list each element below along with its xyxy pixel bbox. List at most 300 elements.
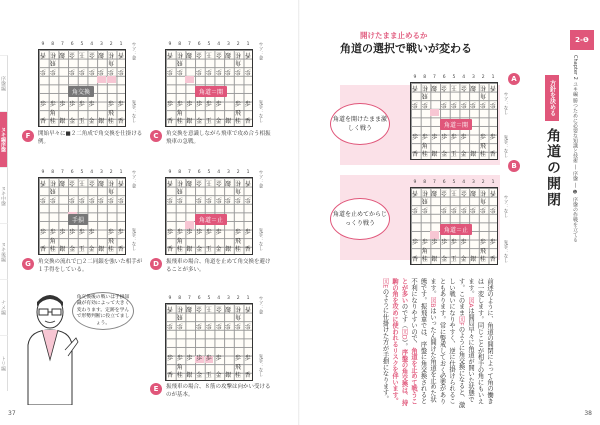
piece: 桂 — [421, 83, 428, 91]
piece: 歩 — [167, 195, 174, 203]
hand-label: 先手：なし — [503, 135, 508, 158]
piece: 飛 — [234, 237, 241, 245]
body-span: 図A — [467, 296, 474, 308]
piece: 歩 — [49, 195, 56, 203]
col-number: 7 — [432, 75, 436, 80]
piece: 王 — [450, 188, 457, 196]
shogi-board — [410, 75, 498, 161]
piece: 王 — [450, 83, 457, 91]
diagram-letter: G — [22, 258, 34, 270]
piece: 金 — [441, 256, 448, 264]
piece: 玉 — [78, 246, 85, 254]
diagram-letter: C — [150, 130, 162, 142]
piece: 歩 — [489, 239, 496, 247]
hand-label: ウソ：金 — [258, 296, 263, 314]
piece: 金 — [88, 50, 95, 58]
piece: 歩 — [107, 229, 114, 237]
piece: 金 — [88, 178, 95, 186]
piece: 金 — [69, 246, 76, 254]
col-number: 2 — [236, 170, 240, 175]
board-label: 角道＝止 — [440, 224, 472, 235]
piece: 歩 — [441, 100, 448, 108]
piece: 金 — [215, 372, 222, 380]
piece: 歩 — [489, 100, 496, 108]
piece: 銀 — [431, 188, 438, 196]
right-page — [300, 0, 600, 425]
col-number: 6 — [197, 42, 201, 47]
piece: 金 — [69, 118, 76, 126]
col-number: 1 — [491, 75, 495, 80]
piece: 角 — [49, 237, 56, 245]
piece: 角 — [421, 142, 428, 150]
col-number: 6 — [442, 180, 446, 185]
bubble-a: 角道を開けたまま激しく戦う — [330, 103, 390, 145]
body-span: 図E — [381, 278, 389, 289]
piece: 飛 — [107, 237, 114, 245]
piece: 歩 — [196, 355, 203, 363]
col-number: 6 — [70, 42, 74, 47]
sub-heading: 開けたまま止めるか — [360, 31, 428, 40]
piece: 桂 — [49, 178, 56, 186]
side-tabs — [0, 55, 18, 391]
col-number: 3 — [227, 170, 230, 175]
highlight-square — [97, 76, 106, 84]
col-number: 7 — [432, 180, 436, 185]
piece: 飛 — [176, 59, 183, 67]
body-span: 図F — [457, 315, 465, 326]
side-tab[interactable]: 序盤編 — [0, 55, 8, 111]
piece: 歩 — [49, 67, 56, 75]
piece: 歩 — [421, 205, 428, 213]
piece: 飛 — [234, 363, 241, 371]
piece: 飛 — [479, 142, 486, 150]
piece: 玉 — [205, 246, 212, 254]
piece: 歩 — [78, 101, 85, 109]
piece: 香 — [167, 178, 174, 186]
piece: 銀 — [470, 151, 477, 159]
piece: 銀 — [225, 118, 232, 126]
piece: 歩 — [176, 67, 183, 75]
piece: 桂 — [176, 178, 183, 186]
piece: 歩 — [205, 321, 212, 329]
piece: 金 — [441, 151, 448, 159]
piece: 角 — [107, 59, 114, 67]
piece: 歩 — [489, 205, 496, 213]
piece: 歩 — [88, 67, 95, 75]
shogi-board — [38, 42, 126, 128]
piece: 香 — [117, 118, 124, 126]
piece: 歩 — [49, 229, 56, 237]
piece: 金 — [196, 50, 203, 58]
piece: 金 — [460, 188, 467, 196]
col-number: 7 — [60, 170, 64, 175]
piece: 金 — [215, 50, 222, 58]
piece: 歩 — [460, 205, 467, 213]
piece: 金 — [69, 50, 76, 58]
col-number: 4 — [217, 42, 221, 47]
piece: 歩 — [98, 67, 105, 75]
col-number: 9 — [168, 296, 172, 301]
piece: 香 — [167, 304, 174, 312]
piece: 歩 — [431, 239, 438, 247]
piece: 歩 — [244, 67, 251, 75]
col-number: 8 — [51, 170, 55, 175]
piece: 銀 — [225, 178, 232, 186]
col-number: 7 — [60, 42, 64, 47]
piece: 歩 — [205, 229, 212, 237]
board-label: 角道＝開 — [440, 119, 472, 130]
piece: 歩 — [215, 321, 222, 329]
diagram-caption: 振飛車の場合、角道を止めて角交換を避けることが多い。 — [166, 259, 271, 273]
col-number: 1 — [246, 170, 250, 175]
piece: 歩 — [234, 355, 241, 363]
piece: 桂 — [234, 118, 241, 126]
piece: 香 — [40, 178, 47, 186]
piece: 金 — [196, 246, 203, 254]
piece: 角 — [176, 237, 183, 245]
piece: 玉 — [205, 118, 212, 126]
piece: 香 — [489, 83, 496, 91]
piece: 香 — [412, 83, 419, 91]
piece: 玉 — [205, 372, 212, 380]
piece: 歩 — [244, 229, 251, 237]
piece: 歩 — [225, 195, 232, 203]
piece: 歩 — [460, 100, 467, 108]
piece: 歩 — [176, 195, 183, 203]
piece: 飛 — [421, 92, 428, 100]
piece: 歩 — [460, 239, 467, 247]
piece: 歩 — [234, 321, 241, 329]
piece: 歩 — [176, 229, 183, 237]
piece: 香 — [244, 178, 251, 186]
piece: 銀 — [470, 83, 477, 91]
piece: 歩 — [88, 229, 95, 237]
piece: 角 — [421, 247, 428, 255]
piece: 歩 — [234, 101, 241, 109]
col-number: 4 — [217, 296, 221, 301]
piece: 歩 — [479, 134, 486, 142]
piece: 銀 — [186, 178, 193, 186]
col-number: 5 — [80, 170, 84, 175]
side-tab[interactable]: ナメ編 — [0, 279, 8, 335]
body-span: は開局早々に角道が開いた状態です。このまま — [457, 278, 474, 403]
bubble-b: 角道を止めてからじっくり戦う — [330, 198, 390, 240]
letter-b: B — [508, 160, 520, 172]
body-span: 常に警戒しておく必要があります。 — [429, 278, 446, 405]
piece: 飛 — [176, 313, 183, 321]
piece: 歩 — [59, 101, 66, 109]
piece: 桂 — [479, 256, 486, 264]
piece: 飛 — [49, 187, 56, 195]
piece: 角 — [176, 363, 183, 371]
col-number: 9 — [168, 42, 172, 47]
piece: 歩 — [117, 101, 124, 109]
piece: 歩 — [412, 205, 419, 213]
piece: 桂 — [234, 178, 241, 186]
col-number: 1 — [119, 170, 123, 175]
diagram-caption: 角交換を意識しながら飛車で攻め合う相振飛車の急戦。 — [166, 131, 271, 145]
piece: 歩 — [167, 229, 174, 237]
piece: 桂 — [479, 188, 486, 196]
side-tab[interactable]: ヌキ中盤 — [0, 167, 8, 223]
board-label: 角道＝止 — [195, 214, 227, 225]
chapter-box: 2-❶ — [570, 30, 594, 50]
piece: 桂 — [107, 50, 114, 58]
piece: 角 — [107, 187, 114, 195]
col-number: 9 — [413, 75, 417, 80]
col-number: 1 — [246, 296, 250, 301]
col-number: 5 — [80, 42, 84, 47]
piece: 香 — [167, 372, 174, 380]
piece: 桂 — [107, 178, 114, 186]
piece: 銀 — [470, 188, 477, 196]
piece: 歩 — [412, 239, 419, 247]
hand-label: 先手：なし — [503, 240, 508, 263]
piece: 歩 — [78, 229, 85, 237]
col-number: 3 — [227, 296, 230, 301]
side-tab[interactable]: ヌキ後編 — [0, 223, 8, 279]
diagram-letter: D — [150, 258, 162, 270]
big-title: 角道の開閉 — [545, 128, 561, 208]
body-span: ）。 — [400, 339, 408, 350]
piece: 歩 — [40, 67, 47, 75]
col-number: 1 — [491, 180, 495, 185]
piece: 歩 — [244, 195, 251, 203]
body-span: 振飛車では、序盤に角交換されると不利になりやすいので、 — [410, 278, 427, 405]
piece: 銀 — [186, 372, 193, 380]
piece: 歩 — [450, 134, 457, 142]
piece: 歩 — [196, 321, 203, 329]
piece: 金 — [196, 372, 203, 380]
piece: 歩 — [117, 67, 124, 75]
piece: 歩 — [215, 195, 222, 203]
piece: 歩 — [40, 101, 47, 109]
col-number: 3 — [100, 170, 103, 175]
piece: 金 — [460, 256, 467, 264]
body-span: のように仕掛けた方が手損になります。 — [381, 288, 389, 402]
piece: 香 — [167, 50, 174, 58]
piece: 香 — [412, 256, 419, 264]
piece: 歩 — [205, 195, 212, 203]
piece: 香 — [244, 50, 251, 58]
board-label: 角交換 — [68, 86, 94, 97]
piece: 歩 — [244, 101, 251, 109]
piece: 王 — [78, 50, 85, 58]
side-tab[interactable]: トリ編 — [0, 335, 8, 391]
hand-label: 先手：なし — [131, 100, 136, 123]
piece: 王 — [205, 304, 212, 312]
piece: 角 — [234, 187, 241, 195]
piece: 桂 — [176, 246, 183, 254]
chapter-strip: Chapter 2 ユキ編 勝つために必要な知識と技術 ― 序盤 ― ❶ 序盤の作戦を立てる — [572, 55, 578, 242]
piece: 歩 — [88, 195, 95, 203]
piece: 香 — [40, 246, 47, 254]
col-number: 8 — [423, 75, 427, 80]
hand-label: ウソ：金 — [258, 170, 263, 188]
col-number: 9 — [168, 170, 172, 175]
col-number: 8 — [178, 170, 182, 175]
piece: 歩 — [186, 229, 193, 237]
piece: 歩 — [78, 67, 85, 75]
piece: 桂 — [49, 50, 56, 58]
policy-label: 方針を決める — [545, 75, 559, 121]
piece: 歩 — [470, 100, 477, 108]
col-number: 9 — [41, 170, 45, 175]
piece: 桂 — [479, 83, 486, 91]
piece: 歩 — [167, 321, 174, 329]
piece: 歩 — [205, 101, 212, 109]
col-number: 3 — [472, 180, 475, 185]
piece: 歩 — [470, 205, 477, 213]
piece: 歩 — [421, 100, 428, 108]
piece: 歩 — [69, 229, 76, 237]
piece: 香 — [412, 188, 419, 196]
hand-label: 先手：なし — [258, 100, 263, 123]
piece: 飛 — [479, 247, 486, 255]
col-number: 5 — [452, 180, 456, 185]
piece: 歩 — [176, 101, 183, 109]
piece: 歩 — [69, 195, 76, 203]
hand-label: ウソ：金 — [258, 42, 263, 60]
piece: 歩 — [88, 101, 95, 109]
piece: 金 — [215, 304, 222, 312]
body-span: 角道を止めて戦うことが多い — [400, 278, 417, 405]
piece: 玉 — [78, 118, 85, 126]
letter-a: A — [508, 73, 520, 85]
piece: 桂 — [107, 118, 114, 126]
piece: 玉 — [450, 151, 457, 159]
piece: 飛 — [421, 197, 428, 205]
hand-label: ウソ：金 — [131, 170, 136, 188]
piece: 銀 — [98, 246, 105, 254]
shogi-board — [38, 170, 126, 256]
piece: 歩 — [479, 205, 486, 213]
hand-label: ウソ：金 — [131, 42, 136, 60]
piece: 香 — [412, 151, 419, 159]
teacher-illustration — [20, 290, 80, 405]
col-number: 5 — [452, 75, 456, 80]
col-number: 1 — [246, 42, 250, 47]
piece: 桂 — [234, 50, 241, 58]
piece: 桂 — [234, 304, 241, 312]
piece: 桂 — [234, 246, 241, 254]
col-number: 2 — [236, 42, 240, 47]
speech-bubble: 角交換後の戦いは手損知識が有効によって大きく変わります。定跡を学んで形勢判断に役立てましょう。 — [72, 292, 134, 330]
hand-label: ウソ：なし — [503, 92, 508, 115]
body-span: 図D — [400, 328, 408, 340]
piece: 桂 — [421, 151, 428, 159]
piece: 金 — [88, 246, 95, 254]
body-span: 図B — [429, 296, 436, 308]
piece: 歩 — [69, 101, 76, 109]
col-number: 4 — [90, 170, 94, 175]
piece: 歩 — [186, 101, 193, 109]
piece: 歩 — [441, 134, 448, 142]
side-tab[interactable]: ヌキ編序盤 — [0, 111, 8, 167]
piece: 香 — [244, 246, 251, 254]
piece: 桂 — [234, 372, 241, 380]
piece: 桂 — [479, 151, 486, 159]
piece: 銀 — [59, 50, 66, 58]
piece: 香 — [117, 50, 124, 58]
piece: 桂 — [49, 246, 56, 254]
piece: 金 — [215, 178, 222, 186]
piece: 歩 — [49, 101, 56, 109]
shogi-board — [165, 296, 253, 382]
piece: 歩 — [117, 195, 124, 203]
piece: 歩 — [234, 195, 241, 203]
piece: 王 — [205, 178, 212, 186]
piece: 歩 — [244, 355, 251, 363]
piece: 金 — [215, 246, 222, 254]
piece: 歩 — [167, 67, 174, 75]
col-number: 5 — [207, 170, 211, 175]
piece: 歩 — [244, 321, 251, 329]
body-text — [380, 278, 494, 408]
piece: 金 — [69, 178, 76, 186]
piece: 香 — [167, 246, 174, 254]
col-number: 2 — [236, 296, 240, 301]
piece: 歩 — [117, 229, 124, 237]
piece: 桂 — [176, 304, 183, 312]
piece: 歩 — [489, 134, 496, 142]
piece: 歩 — [98, 195, 105, 203]
piece: 銀 — [186, 50, 193, 58]
piece: 歩 — [421, 239, 428, 247]
col-number: 2 — [109, 170, 113, 175]
piece: 香 — [244, 304, 251, 312]
shogi-board — [165, 42, 253, 128]
piece: 角 — [234, 59, 241, 67]
piece: 金 — [196, 304, 203, 312]
piece: 歩 — [215, 67, 222, 75]
piece: 歩 — [167, 355, 174, 363]
col-number: 8 — [423, 180, 427, 185]
piece: 歩 — [176, 321, 183, 329]
col-number: 2 — [481, 180, 485, 185]
piece: 歩 — [450, 205, 457, 213]
piece: 歩 — [460, 134, 467, 142]
piece: 銀 — [225, 304, 232, 312]
col-number: 6 — [70, 170, 74, 175]
piece: 香 — [40, 118, 47, 126]
piece: 歩 — [412, 100, 419, 108]
page-number: 37 — [8, 410, 16, 417]
piece: 桂 — [421, 256, 428, 264]
piece: 歩 — [450, 100, 457, 108]
piece: 銀 — [186, 118, 193, 126]
body-span: のように角交換になると、激しい戦いになりやすく、逆に仕掛けられることもあります。 — [438, 278, 465, 408]
piece: 桂 — [176, 50, 183, 58]
highlight-square — [107, 76, 116, 84]
piece: 歩 — [215, 229, 222, 237]
piece: 香 — [244, 372, 251, 380]
col-number: 8 — [178, 42, 182, 47]
col-number: 6 — [197, 170, 201, 175]
piece: 歩 — [441, 239, 448, 247]
piece: 桂 — [421, 188, 428, 196]
piece: 飛 — [176, 187, 183, 195]
col-number: 4 — [462, 180, 466, 185]
main-heading: 角道の選択で戦いが変わる — [340, 42, 472, 55]
highlight-square — [430, 109, 439, 117]
piece: 角 — [49, 109, 56, 117]
body-span: 序盤の角交換は、持駒の角を攻めに使われるリスクを伴います。 — [391, 278, 408, 406]
piece: 香 — [167, 118, 174, 126]
hand-label: ウソ：なし — [503, 195, 508, 218]
piece: 香 — [40, 50, 47, 58]
shogi-board — [410, 180, 498, 266]
